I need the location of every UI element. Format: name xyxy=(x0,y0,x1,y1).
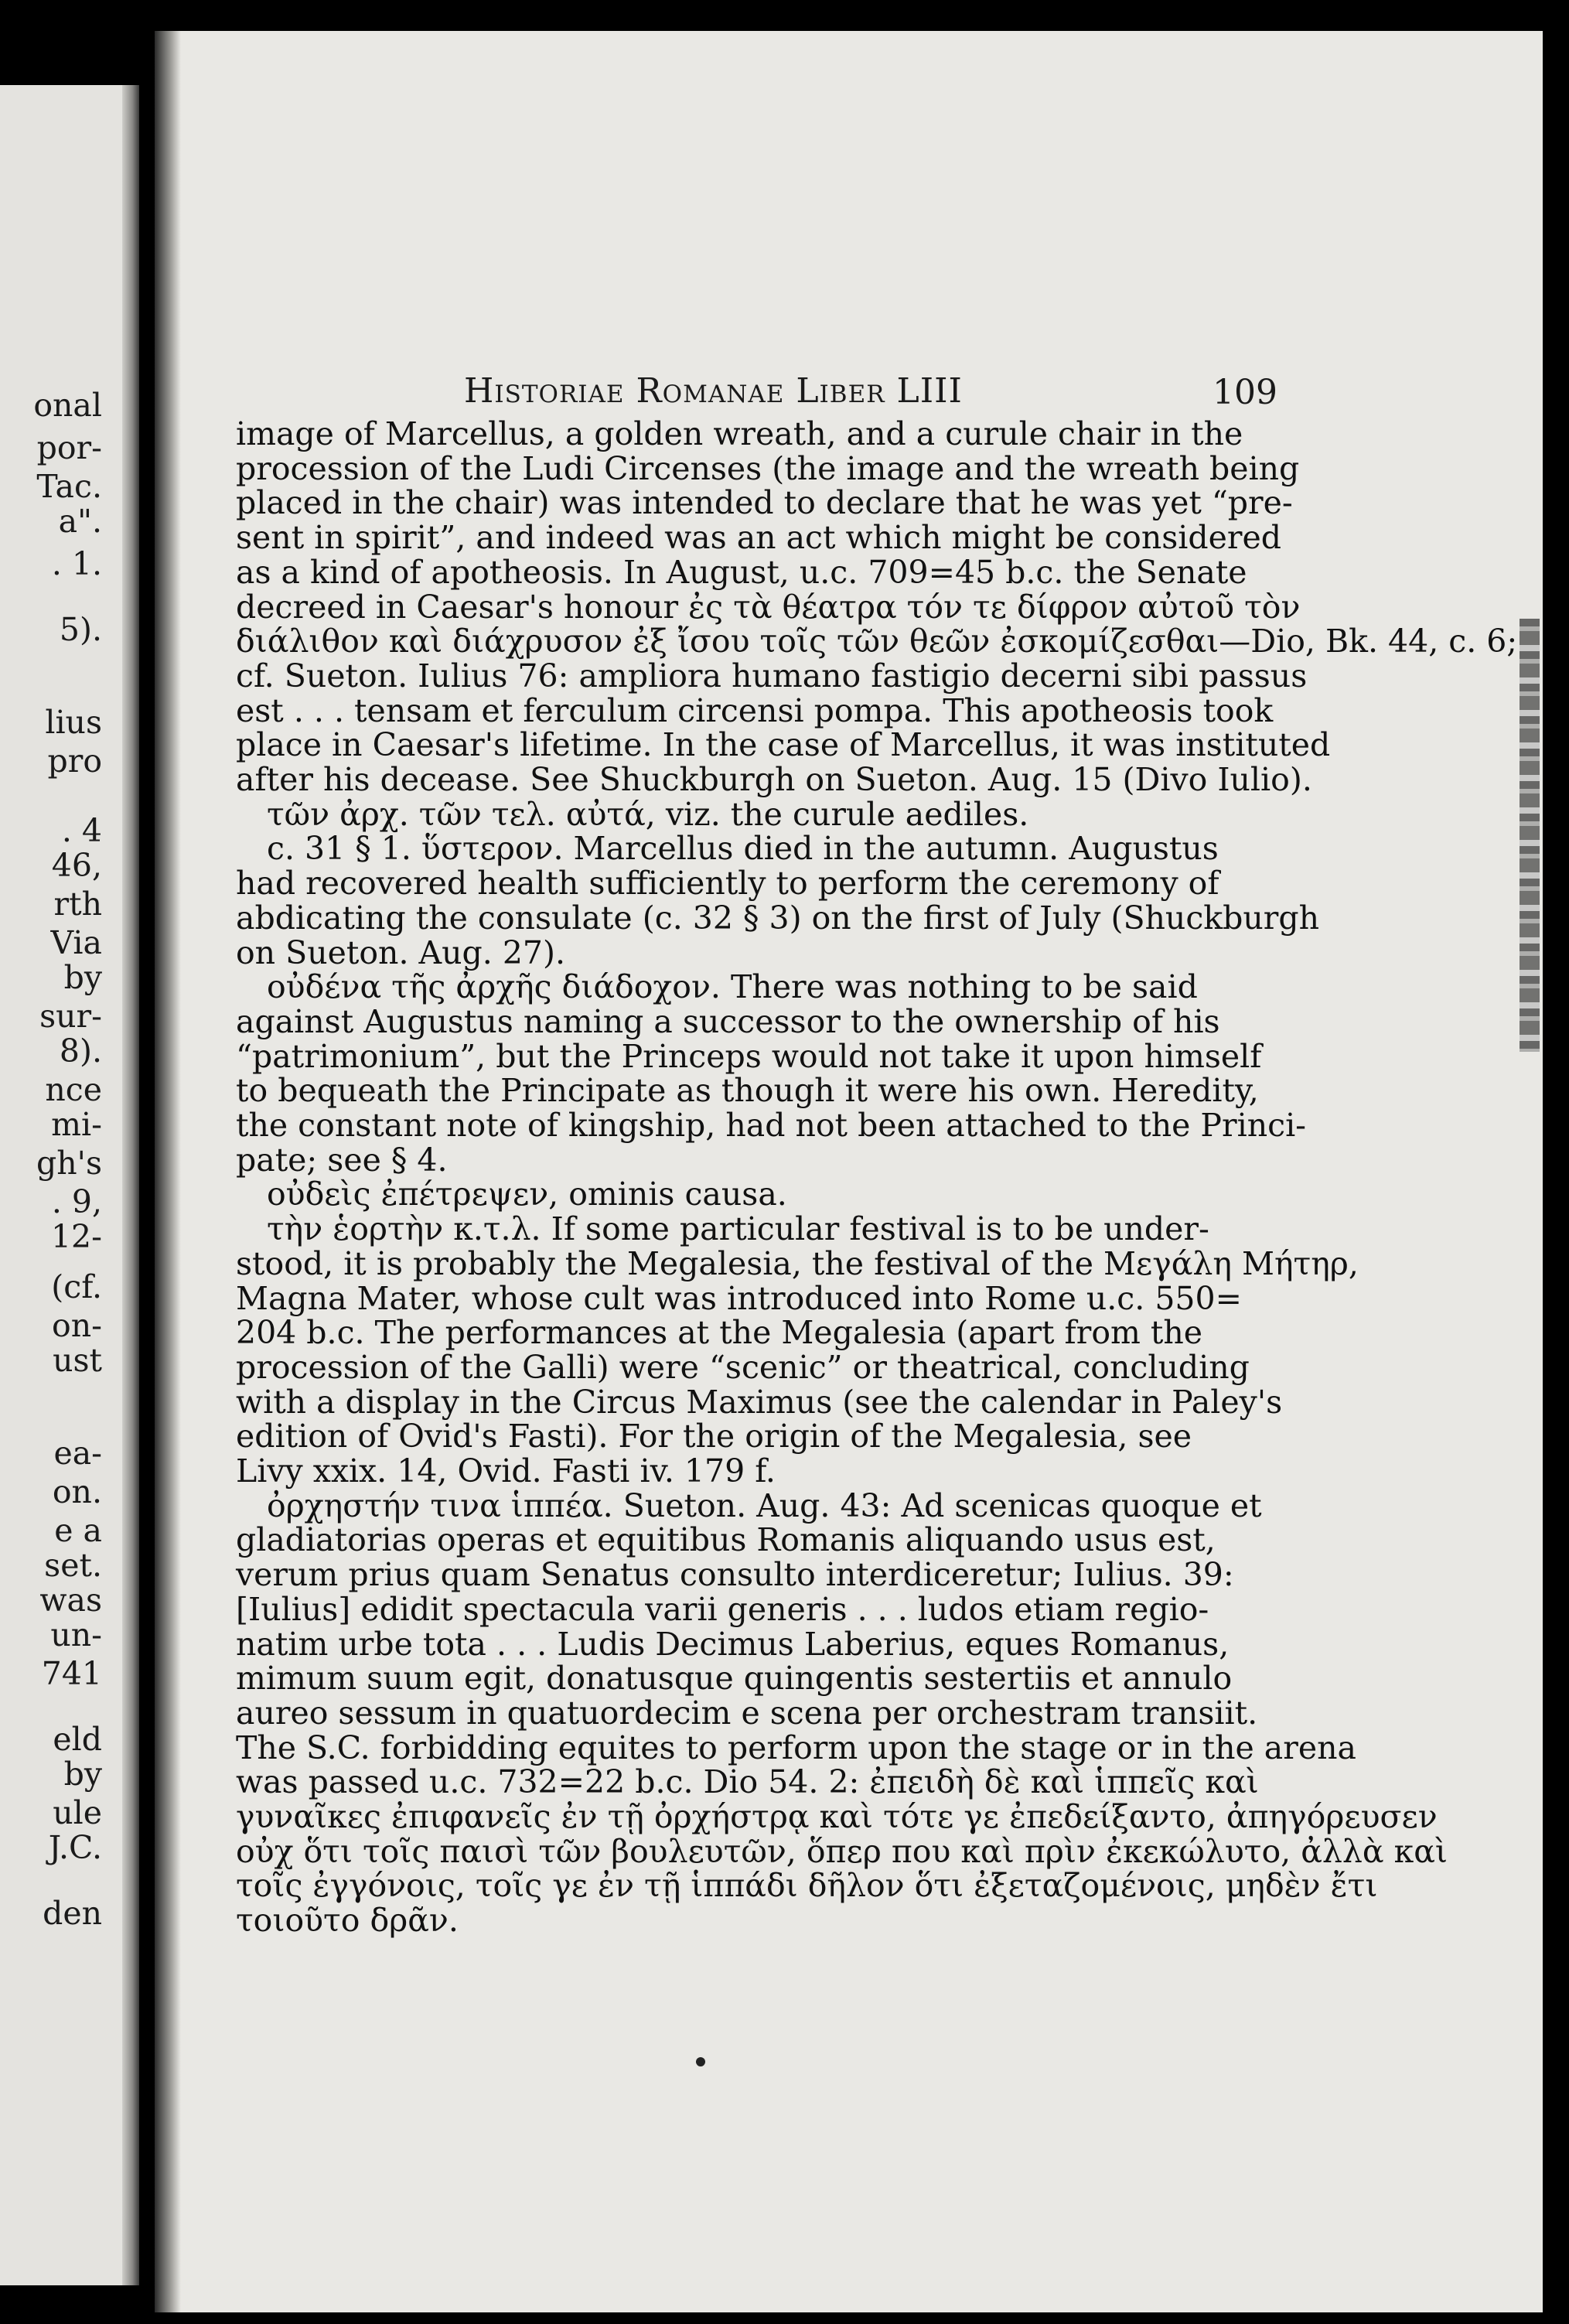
body-line: had recovered health sufficiently to perform the ceremony of xyxy=(236,865,1219,903)
left-page-edge xyxy=(0,85,139,2285)
body-line: διάλιθον καὶ διάχρυσον ἐξ ἴσου τοῖς τῶν θεῶν ἐσκομίζεσθαι—Dio, Bk. 44, c. 6; xyxy=(236,623,1518,660)
left-page-fragment: Via xyxy=(50,924,102,961)
body-line: gladiatorias operas et equitibus Romanis aliquando usus est, xyxy=(236,1521,1216,1559)
page-header xyxy=(155,371,1543,418)
body-line: on Sueton. Aug. 27). xyxy=(236,933,566,971)
left-page-fragment: 5). xyxy=(59,611,102,648)
body-line: τὴν ἑορτὴν κ.τ.λ. If some particular festival is to be under- xyxy=(267,1210,1209,1248)
left-page-fragment: por- xyxy=(36,429,102,466)
body-line: οὐχ ὅτι τοῖς παισὶ τῶν βουλευτῶν, ὅπερ που καὶ πρὶν ἐκεκώλυτο, ἀλλὰ καὶ xyxy=(236,1832,1448,1870)
left-page-fragment: . 4 xyxy=(61,812,102,849)
body-line: natim urbe tota . . . Ludis Decimus Laberius, eques Romanus, xyxy=(236,1625,1230,1663)
body-line: cf. Sueton. Iulius 76: ampliora humano fastigio decerni sibi passus xyxy=(236,657,1308,694)
body-line: decreed in Caesar's honour ἐς τὰ θέατρα τόν τε δίφρον αὐτοῦ τὸν xyxy=(236,588,1301,626)
left-page-fragment: . 9, xyxy=(51,1183,102,1220)
left-page-fragment: mi- xyxy=(51,1106,102,1143)
body-line: stood, it is probably the Megalesia, the festival of the Μεγάλη Μήτηρ, xyxy=(236,1244,1359,1282)
body-line: with a display in the Circus Maximus (see the calendar in Paley's xyxy=(236,1383,1283,1421)
left-page-fragment: set. xyxy=(44,1547,102,1584)
body-line: Magna Mater, whose cult was introduced into Rome u.c. 550= xyxy=(236,1279,1242,1317)
left-page-fragment: (cf. xyxy=(51,1268,102,1305)
body-line: [Iulius] edidit spectacula varii generis . . . ludos etiam regio- xyxy=(236,1590,1209,1628)
body-line: οὐδένα τῆς ἀρχῆς διάδοχον. There was nothing to be said xyxy=(267,968,1198,1006)
body-line: “patrimonium”, but the Princeps would not take it upon himself xyxy=(236,1037,1262,1075)
body-line: was passed u.c. 732=22 b.c. Dio 54. 2: ἐπειδὴ δὲ καὶ ἱππεῖς καὶ xyxy=(236,1763,1259,1801)
left-page-fragment: gh's xyxy=(36,1145,102,1182)
left-page-fragment: sur- xyxy=(39,998,102,1035)
body-line: procession of the Galli) were “scenic” or theatrical, concluding xyxy=(236,1348,1250,1386)
left-page-fragment: on. xyxy=(52,1473,102,1510)
left-page-fragment: ea- xyxy=(53,1435,102,1472)
left-page-fragment: rth xyxy=(53,886,102,923)
body-line: est . . . tensam et ferculum circensi pompa. This apotheosis took xyxy=(236,691,1274,729)
left-page-fragment: pro xyxy=(47,742,102,780)
body-line: τοιοῦτο δρᾶν. xyxy=(236,1902,459,1940)
body-line: Livy xxix. 14, Ovid. Fasti iv. 179 f. xyxy=(236,1452,776,1490)
body-line: against Augustus naming a successor to the ownership of his xyxy=(236,1002,1220,1040)
body-line: τῶν ἀρχ. τῶν τελ. αὐτά, viz. the curule aediles. xyxy=(267,795,1029,833)
body-line: 204 b.c. The performances at the Megalesia (apart from the xyxy=(236,1314,1203,1352)
body-line: edition of Ovid's Fasti). For the origin of the Megalesia, see xyxy=(236,1418,1192,1455)
body-line: placed in the chair) was intended to declare that he was yet “pre- xyxy=(236,484,1293,522)
left-page-gutter-shadow xyxy=(122,85,139,2285)
body-line: verum prius quam Senatus consulto interdiceretur; Iulius. 39: xyxy=(236,1556,1234,1594)
body-line: sent in spirit”, and indeed was an act which might be considered xyxy=(236,519,1282,557)
left-page-fragment: onal xyxy=(33,387,102,424)
left-page-fragment: ule xyxy=(53,1794,102,1831)
body-line: The S.C. forbidding equites to perform upon the stage or in the arena xyxy=(236,1728,1356,1766)
left-page-fragment: e a xyxy=(54,1512,102,1549)
left-page-fragment: nce xyxy=(45,1071,102,1108)
left-page-fragment: on- xyxy=(52,1307,102,1344)
left-page-fragment: Tac. xyxy=(36,468,102,505)
ink-spot xyxy=(696,2057,705,2066)
body-line: after his decease. See Shuckburgh on Sueton. Aug. 15 (Divo Iulio). xyxy=(236,761,1312,798)
left-page-fragment: eld xyxy=(53,1721,102,1758)
left-page-fragment: was xyxy=(39,1582,102,1619)
left-page-fragment: lius xyxy=(45,704,102,741)
body-line: image of Marcellus, a golden wreath, and a curule chair in the xyxy=(236,415,1243,452)
page-number: 109 xyxy=(1213,373,1277,412)
body-line: the constant note of kingship, had not been attached to the Princi- xyxy=(236,1107,1307,1144)
main-page xyxy=(155,31,1543,2312)
body-line: procession of the Ludi Circenses (the image and the wreath being xyxy=(236,449,1300,487)
left-page-fragment: by xyxy=(63,1756,102,1793)
left-page-fragment: den xyxy=(43,1895,102,1932)
body-line: to bequeath the Principate as though it were his own. Heredity, xyxy=(236,1072,1259,1110)
body-line: c. 31 § 1. ὕστερον. Marcellus died in the autumn. Augustus xyxy=(267,830,1219,868)
left-page-fragment: 741 xyxy=(41,1655,102,1692)
running-head: Historiae Romanae Liber LIII xyxy=(464,371,963,411)
left-page-fragment: 12- xyxy=(50,1218,102,1255)
body-line: as a kind of apotheosis. In August, u.c. 709=45 b.c. the Senate xyxy=(236,553,1247,591)
left-page-fragment: by xyxy=(63,959,102,996)
body-line: abdicating the consulate (c. 32 § 3) on the first of July (Shuckburgh xyxy=(236,899,1320,937)
body-line: mimum suum egit, donatusque quingentis sestertiis et annulo xyxy=(236,1660,1233,1698)
body-line: τοῖς ἐγγόνοις, τοῖς γε ἐν τῇ ἱππάδι δῆλον ὅτι ἐξεταζομένοις, μηδὲν ἔτι xyxy=(236,1867,1378,1905)
library-spine-label xyxy=(1520,619,1540,1052)
body-line: ὀρχηστήν τινα ἱππέα. Sueton. Aug. 43: Ad scenicas quoque et xyxy=(267,1486,1262,1524)
body-line: place in Caesar's lifetime. In the case of Marcellus, it was instituted xyxy=(236,726,1331,764)
left-page-fragment: ust xyxy=(53,1342,102,1379)
left-page-fragment: . 1. xyxy=(51,545,102,582)
left-page-fragment: J.C. xyxy=(48,1829,102,1866)
left-page-fragment: 46, xyxy=(51,847,102,884)
left-page-fragment: un- xyxy=(50,1616,102,1653)
left-page-fragment: 8). xyxy=(59,1032,102,1070)
body-line: aureo sessum in quatuordecim e scena per orchestram transiit. xyxy=(236,1694,1258,1732)
left-page-fragment: a". xyxy=(58,503,102,540)
body-line: οὐδεὶς ἐπέτρεψεν, ominis causa. xyxy=(267,1176,787,1213)
body-line: γυναῖκες ἐπιφανεῖς ἐν τῇ ὀρχήστρᾳ καὶ τότε γε ἐπεδείξαντο, ἀπηγόρευσεν xyxy=(236,1798,1438,1835)
body-line: pate; see § 4. xyxy=(236,1141,448,1179)
